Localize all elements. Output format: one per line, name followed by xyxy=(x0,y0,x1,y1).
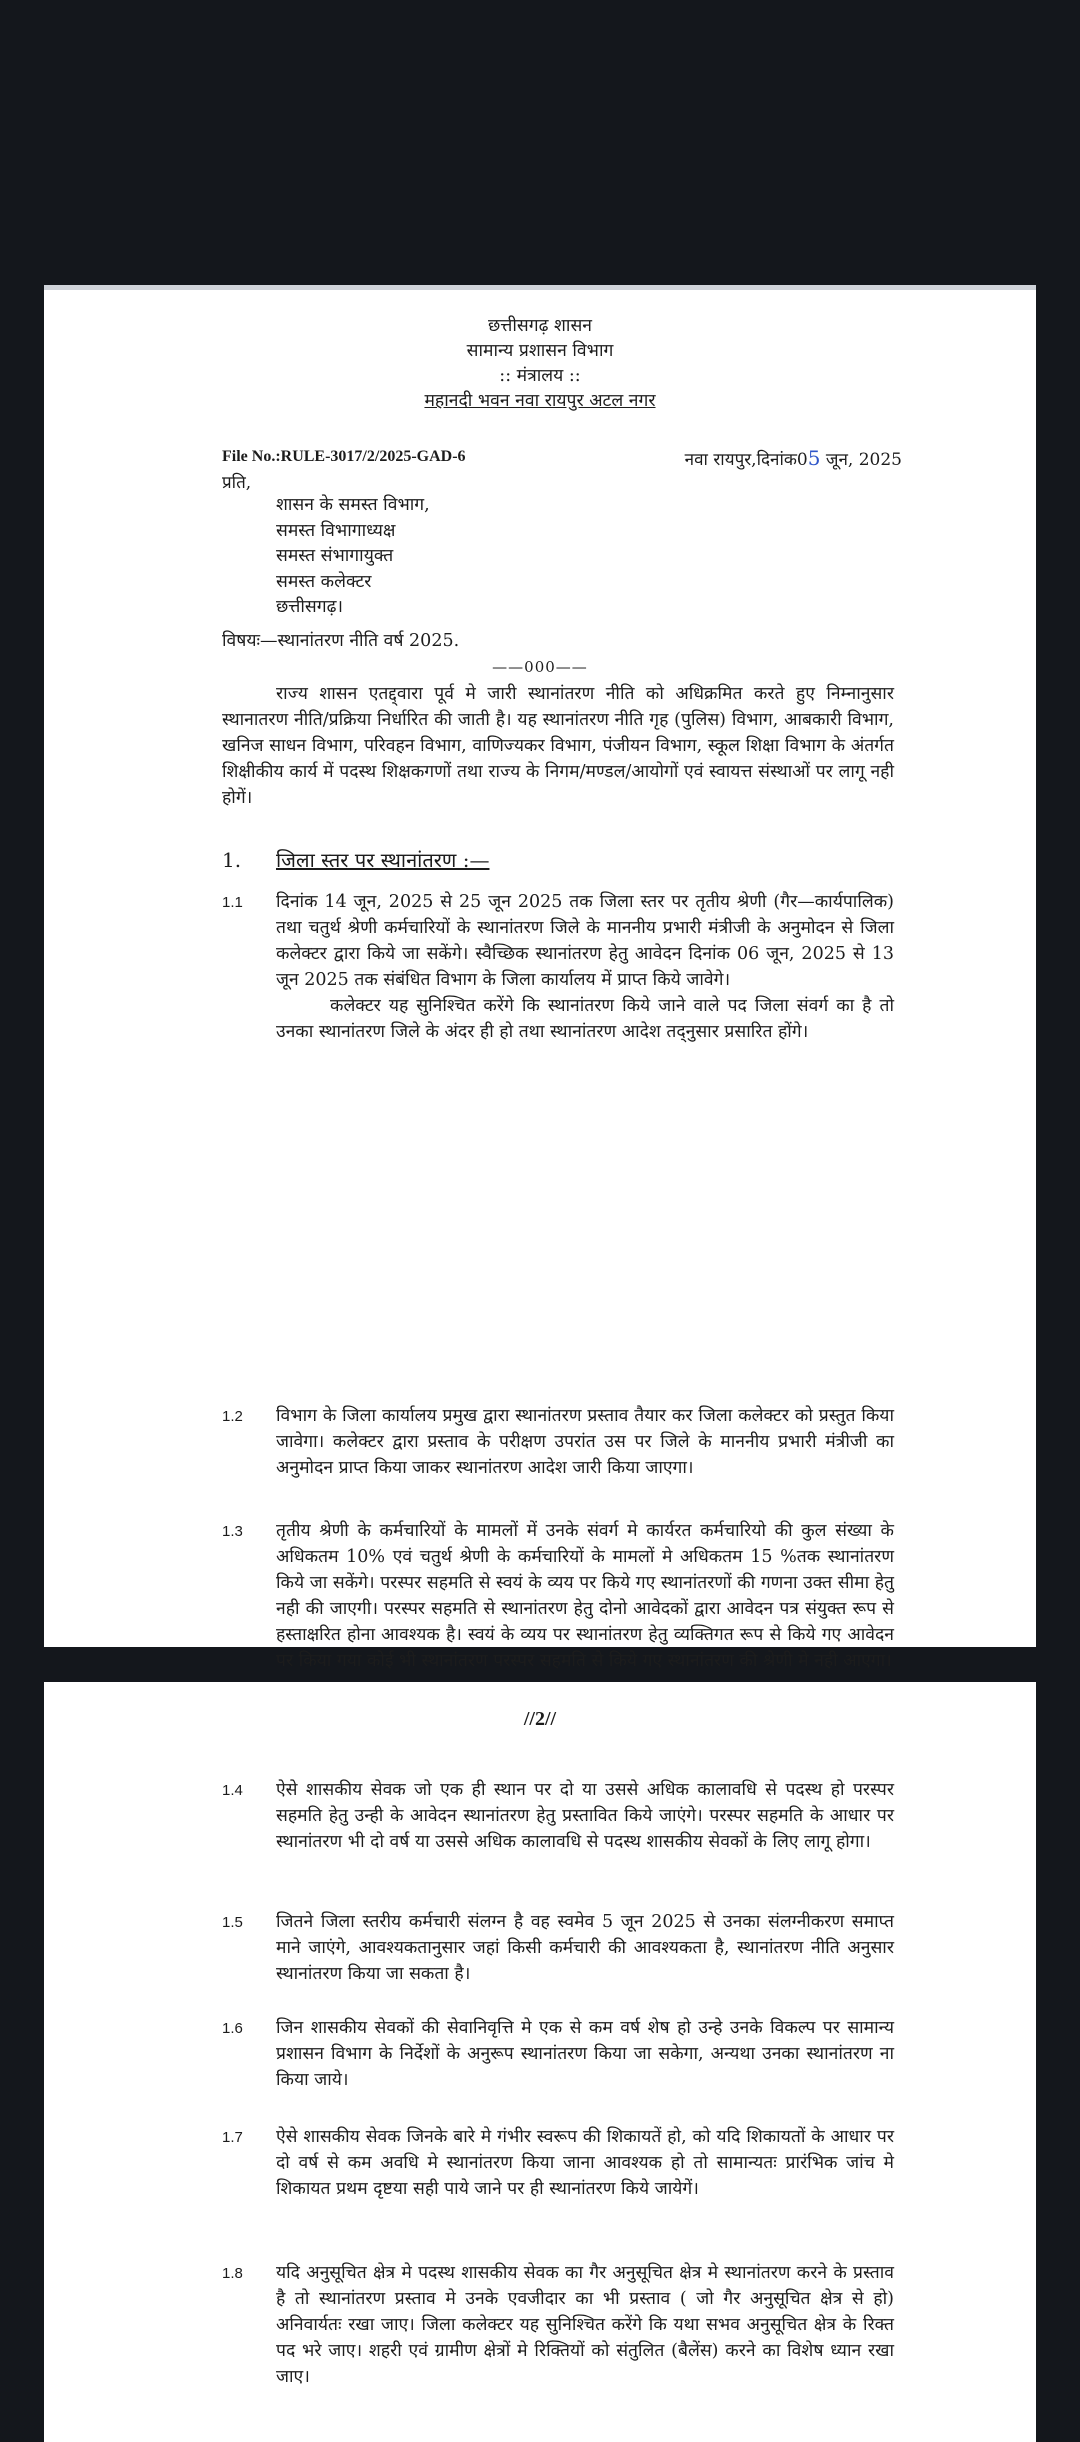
separator: ——000—— xyxy=(492,658,588,676)
clause-text: तृतीय श्रेणी के कर्मचारियों के मामलों में उनके संवर्ग मे कार्यरत कर्मचारियो की कुल संख्या के अधिकतम 10% एवं चतुर्थ श्रेणी के कर्मचारियों के मामलों मे अधिकतम 15 %तक स्थानांतरण किये जा सकेंगे। परस्पर सहमति से स्वयं के व्यय पर किये गए स्थानांतरणों की गणना उक्त सीमा हेतु नही की जाएगी। परस्पर सहमति से स्थानांतरण हेतु दोनो आवेदकों द्वारा आवेदन पत्र संयुक्त रूप से हस्ताक्षरित होना आवश्यक है। स्वयं के व्यय पर स्थानांतरण हेतु व्यक्तिगत रूप से किये गए आवेदन पर किया गया कोई भी स्थानांतरण परस्पर सहमति से किये गए स्थानांतरण की श्रेणी मे नही आएगा। xyxy=(276,1521,894,1671)
clause-number: 1.4 xyxy=(222,1782,243,1799)
file-number: File No.:RULE-3017/2/2025-GAD-6 xyxy=(222,448,466,465)
document-page-2 xyxy=(44,1682,1036,2442)
letterhead xyxy=(44,314,1036,414)
date-prefix: नवा रायपुर,दिनांक xyxy=(684,450,797,470)
clause-text xyxy=(276,889,894,1045)
recipient: समस्त विभागाध्यक्ष xyxy=(276,520,396,541)
section-heading xyxy=(222,846,490,873)
intro-paragraph: राज्य शासन एतद्द्वारा पूर्व मे जारी स्थानांतरण नीति को अधिक्रमित करते हुए निम्नानुसार स्थानातरण नीति/प्रक्रिया निर्धारित की जाती है। यह स्थानांतरण नीति गृह (पुलिस) विभाग, आबकारी विभाग, खनिज साधन विभाग, परिवहन विभाग, वाणिज्यकर विभाग, पंजीयन विभाग, स्कूल शिक्षा विभाग के अंतर्गत शिक्षीकीय कार्य में पदस्थ शिक्षकगणों तथा राज्य के निगम/मण्डल/आयोगों एवं स्वायत्त संस्थाओं पर लागू नही होगें। xyxy=(222,684,894,808)
clause-number: 1.2 xyxy=(222,1408,243,1425)
clause-text: जितने जिला स्तरीय कर्मचारी संलग्न है वह स्वमेव 5 जून 2025 से उनका संलग्नीकरण समाप्त माने जाएंगे, आवश्यकतानुसार जहां किसी कर्मचारी की आवश्यकता है, स्थानांतरण नीति अनुसार स्थानांतरण किया जा सकता है। xyxy=(276,1912,894,1984)
clause-text: ऐसे शासकीय सेवक जो एक ही स्थान पर दो या उससे अधिक कालावधि से पदस्थ हो परस्पर सहमति हेतु उन्ही के आवेदन स्थानांतरण हेतु प्रस्तावित किये जाएंगे। परस्पर सहमति के आधार पर स्थानांतरण भी दो वर्ष या उससे अधिक कालावधि से पदस्थ शासकीय सेवकों के लिए लागू होगा। xyxy=(276,1780,894,1852)
clause-number: 1.7 xyxy=(222,2129,243,2146)
page-number: //2// xyxy=(523,1708,557,1730)
subject-line: विषयः—स्थानांतरण नीति वर्ष 2025. xyxy=(222,631,460,651)
header-government: छत्तीसगढ़ शासन xyxy=(488,316,592,336)
clause-text-main: दिनांक 14 जून, 2025 से 25 जून 2025 तक जिला स्तर पर तृतीय श्रेणी (गैर—कार्यपालिक) तथा चतुर्थ श्रेणी कर्मचारियों के स्थानांतरण जिले के माननीय प्रभारी मंत्रीजी के अनुमोदन से जिला कलेक्टर द्वारा किये जा सकेंगे। स्वैच्छिक स्थानांतरण हेतु आवेदन दिनांक 06 जून, 2025 से 13 जून 2025 तक संबंधित विभाग के जिला कार्यालय में प्राप्त किये जावेगे। xyxy=(276,892,894,990)
to-label: प्रति, xyxy=(222,473,252,493)
section-number: 1. xyxy=(222,848,242,872)
document-page-1 xyxy=(44,285,1036,1671)
recipient: समस्त संभागायुक्त xyxy=(276,546,394,566)
recipient: समस्त कलेक्टर xyxy=(276,571,372,592)
date-day-prefix: 0 xyxy=(796,450,808,470)
recipient-list xyxy=(276,493,430,621)
issue-date xyxy=(685,446,902,470)
recipient: छत्तीसगढ़। xyxy=(276,597,344,617)
section-title: जिला स्तर पर स्थानांतरण :— xyxy=(276,848,490,872)
clause-number: 1.5 xyxy=(222,1914,243,1931)
header-department: सामान्य प्रशासन विभाग xyxy=(466,341,614,361)
clause-number: 1.3 xyxy=(222,1523,243,1540)
clause-number: 1.1 xyxy=(222,894,243,911)
clause-text: जिन शासकीय सेवकों की सेवानिवृत्ति मे एक से कम वर्ष शेष हो उन्हे उनके विकल्प पर सामान्य प्रशासन विभाग के निर्देशों के अनुरूप स्थानांतरण किया जा सकेगा, अन्यथा उनका स्थानांतरण ना किया जाये। xyxy=(276,2018,894,2090)
header-ministry: :: मंत्रालय :: xyxy=(499,366,581,386)
clause-text: यदि अनुसूचित क्षेत्र मे पदस्थ शासकीय सेवक का गैर अनुसूचित क्षेत्र मे स्थानांतरण करने के प्रस्ताव है तो स्थानांतरण प्रस्ताव मे उनके एवजीदार का भी प्रस्ताव ( जो गैर अनुसूचित क्षेत्र से हो) अनिवार्यतः रखा जाए। जिला कलेक्टर यह सुनिश्चित करेंगे कि यथा सभव अनुसूचित क्षेत्र के रिक्त पद भरे जाए। शहरी एवं ग्रामीण क्षेत्रों मे रिक्तियों को संतुलित (बैलेंस) करने का विशेष ध्यान रखा जाए। xyxy=(276,2263,894,2387)
recipient: शासन के समस्त विभाग, xyxy=(276,495,430,515)
clause-text: ऐसे शासकीय सेवक जिनके बारे मे गंभीर स्वरूप की शिकायतें हो, को यदि शिकायतों के आधार पर दो वर्ष से कम अवधि मे स्थानांतरण किया जाना आवश्यक हो तो सामान्यतः प्रारंभिक जांच मे शिकायत प्रथम दृष्टया सही पाये जाने पर ही स्थानांतरण किये जायेगें। xyxy=(276,2127,894,2199)
clause-text: विभाग के जिला कार्यालय प्रमुख द्वारा स्थानांतरण प्रस्ताव तैयार कर जिला कलेक्टर को प्रस्तुत किया जावेगा। कलेक्टर द्वारा प्रस्ताव के परीक्षण उपरांत उस पर जिले के माननीय प्रभारी मंत्रीजी का अनुमोदन प्राप्त किया जाकर स्थानांतरण आदेश जारी किया जाएगा। xyxy=(276,1406,894,1478)
file-row xyxy=(222,446,902,470)
date-suffix: जून, 2025 xyxy=(820,450,902,470)
date-day-handwritten: 5 xyxy=(807,446,821,470)
clause-number: 1.8 xyxy=(222,2265,243,2282)
clause-text-continued: कलेक्टर यह सुनिश्चित करेंगे कि स्थानांतरण किये जाने वाले पद जिला संवर्ग का है तो उनका स्थानांतरण जिले के अंदर ही हो तथा स्थानांतरण आदेश तद्नुसार प्रसारित होंगे। xyxy=(276,996,894,1042)
header-address: महानदी भवन नवा रायपुर अटल नगर xyxy=(424,391,656,411)
clause-number: 1.6 xyxy=(222,2020,243,2037)
